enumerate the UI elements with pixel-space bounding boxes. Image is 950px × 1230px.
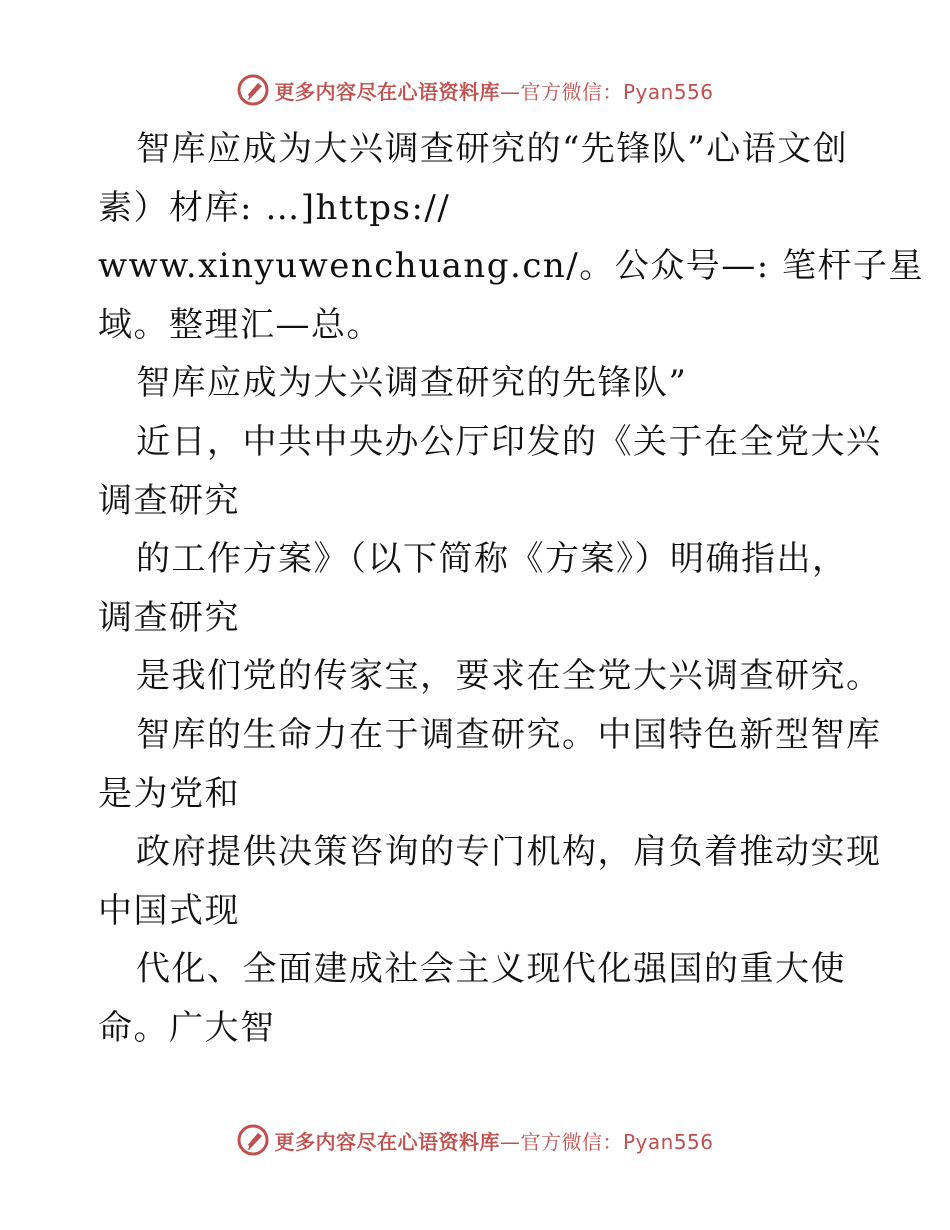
- body-line: 政府提供决策咨询的专门机构，肩负着推动实现: [136, 832, 882, 873]
- body-line: 调查研究: [98, 597, 240, 638]
- body-line: 代化、全面建成社会主义现代化强国的重大使: [136, 949, 846, 990]
- header-dash: —: [499, 79, 521, 104]
- header-wechat-id: Pyan556: [622, 79, 714, 104]
- header-wechat-label: 官方微信：: [520, 79, 623, 104]
- pen-logo-icon: [236, 1123, 270, 1157]
- body-line: 近日，中共中央办公厅印发的《关于在全党大兴: [136, 421, 882, 462]
- body-line: 中国式现: [98, 890, 240, 931]
- header-brand-text: 更多内容尽在心语资料库: [274, 79, 500, 104]
- document-body: [98, 120, 924, 1058]
- header-banner-text: [274, 76, 713, 105]
- body-line: 智库应成为大兴调查研究的先锋队”: [136, 363, 688, 404]
- body-line: 是我们党的传家宝，要求在全党大兴调查研究。: [136, 656, 882, 697]
- footer-dash: —: [499, 1129, 521, 1154]
- body-line: 的工作方案》（以下简称《方案》）明确指出，: [136, 539, 848, 580]
- body-line: www.xinyuwenchuang.cn/。公众号—: 笔杆子星: [98, 246, 924, 287]
- body-line: 调查研究: [98, 480, 240, 521]
- body-line: 智库的生命力在于调查研究。中国特色新型智库: [136, 714, 882, 755]
- pen-logo-icon: [236, 73, 270, 107]
- page-footer-banner: [0, 1120, 950, 1160]
- body-line: 是为党和: [98, 773, 240, 814]
- body-line: 域。整理汇—总。: [98, 304, 382, 345]
- page-header-banner: [0, 70, 950, 110]
- footer-wechat-id: Pyan556: [622, 1129, 714, 1154]
- body-line: 智库应成为大兴调查研究的“先锋队”心语文创: [136, 129, 849, 169]
- footer-brand-text: 更多内容尽在心语资料库: [274, 1129, 500, 1154]
- footer-banner-text: [274, 1126, 713, 1155]
- footer-wechat-label: 官方微信：: [520, 1129, 623, 1154]
- body-line: 命。广大智: [98, 1007, 276, 1048]
- body-line: 素）材库: …]https://: [98, 187, 451, 228]
